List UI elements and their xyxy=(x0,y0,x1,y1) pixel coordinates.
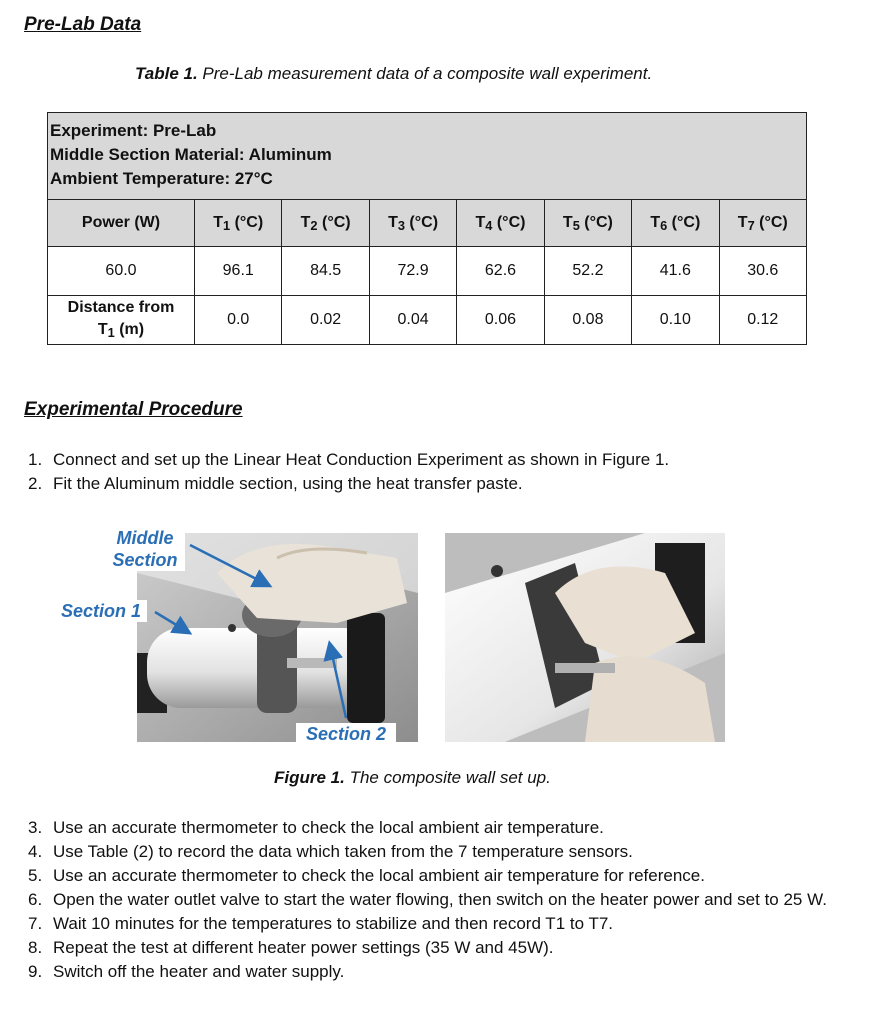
figure-caption-label: Figure 1. xyxy=(274,768,345,787)
column-header: $T_3$ (°C) xyxy=(369,200,456,247)
table-cell: 0.0 xyxy=(195,296,282,345)
table-cell: 62.6 xyxy=(457,247,544,296)
arrow-middle-section xyxy=(190,545,268,585)
arrow-section-1 xyxy=(155,612,188,632)
table-cell: 60.0 xyxy=(48,247,195,296)
column-header: $T_6$ (°C) xyxy=(632,200,719,247)
steps-list-after xyxy=(20,816,830,984)
ambient-label: Ambient Temperature: 27°C xyxy=(50,169,273,188)
list-item: 1. Connect and set up the Linear Heat Conduction Experiment as shown in Figure 1. xyxy=(28,450,670,469)
column-header: $T_4$ (°C) xyxy=(457,200,544,247)
table-cell: 0.02 xyxy=(282,296,369,345)
callout-section-1: Section 1 xyxy=(55,600,147,622)
table-cell: 30.6 xyxy=(719,247,806,296)
table-cell: 41.6 xyxy=(632,247,719,296)
figure-caption-text: The composite wall set up. xyxy=(349,768,551,787)
table-caption-text: Pre-Lab measurement data of a composite wall experiment. xyxy=(202,64,653,83)
column-header: $T_7$ (°C) xyxy=(719,200,806,247)
table-cell: 84.5 xyxy=(282,247,369,296)
column-header: $T_5$ (°C) xyxy=(544,200,631,247)
list-item: 9. Switch off the heater and water supply. xyxy=(28,962,345,981)
list-item: 7. Wait 10 minutes for the temperatures to stabilize and then record T1 to T7. xyxy=(28,914,614,933)
list-item: 3. Use an accurate thermometer to check the local ambient air temperature. xyxy=(28,818,604,837)
procedure-heading: Experimental Procedure xyxy=(24,399,243,420)
table-cell: 0.10 xyxy=(632,296,719,345)
column-header: $T_1$ (°C) xyxy=(195,200,282,247)
list-item: 2. Fit the Aluminum middle section, using the heat transfer paste. xyxy=(28,474,523,493)
list-item: 4. Use Table (2) to record the data which taken from the 7 temperature sensors. xyxy=(28,842,633,861)
table-cell: 96.1 xyxy=(195,247,282,296)
list-item: 8. Repeat the test at different heater power settings (35 W and 45W). xyxy=(28,938,554,957)
callout-middle-section: Middle Section xyxy=(105,527,185,571)
experiment-label: Experiment: Pre-Lab xyxy=(50,121,217,140)
prelab-heading: Pre-Lab Data xyxy=(24,14,142,35)
row-label-distance: Distance from $T_1$ (m) xyxy=(48,296,195,345)
material-label: Middle Section Material: Aluminum xyxy=(50,145,332,164)
table-cell: 0.08 xyxy=(544,296,631,345)
table-cell: 72.9 xyxy=(369,247,456,296)
table-cell: 52.2 xyxy=(544,247,631,296)
column-header: Power (W) xyxy=(48,200,195,247)
list-item: 6. Open the water outlet valve to start the water flowing, then switch on the heater power and set to 25 W. xyxy=(28,890,827,909)
table-cell: 0.04 xyxy=(369,296,456,345)
column-header: $T_2$ (°C) xyxy=(282,200,369,247)
table-caption-label: Table 1. xyxy=(135,64,198,83)
list-item: 5. Use an accurate thermometer to check the local ambient air temperature for reference. xyxy=(28,866,705,885)
figure-caption xyxy=(274,768,551,788)
table-cell: 0.06 xyxy=(457,296,544,345)
table-cell: 0.12 xyxy=(719,296,806,345)
arrow-section-2 xyxy=(330,645,346,718)
callout-section-2: Section 2 xyxy=(296,723,396,745)
